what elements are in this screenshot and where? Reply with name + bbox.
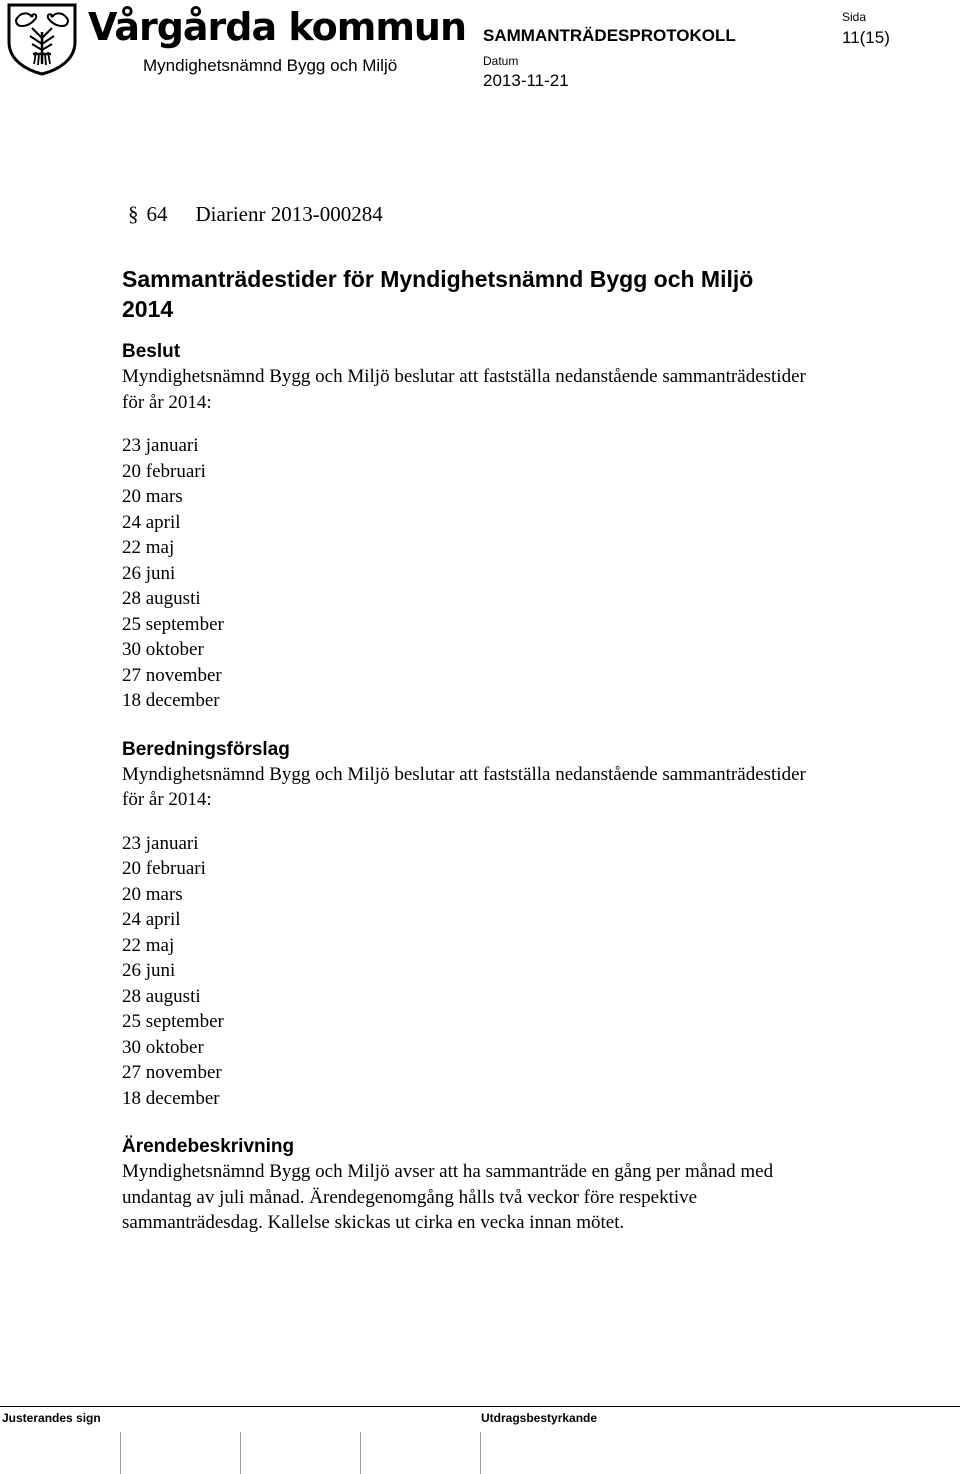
- signature-box: [360, 1432, 361, 1474]
- footer-divider: [0, 1406, 960, 1407]
- list-item: 20 mars: [122, 486, 183, 507]
- signature-box: [240, 1432, 241, 1474]
- diary-number: Diarienr 2013-000284: [195, 202, 383, 226]
- organization-unit: Myndighetsnämnd Bygg och Miljö: [143, 56, 398, 75]
- list-item: 27 november: [122, 664, 222, 686]
- list-item: 23 januari: [122, 435, 199, 456]
- list-item: 20 februari: [122, 858, 206, 879]
- document-title: Sammanträdestider för Myndighetsnämnd Bygg och Miljö 2014: [122, 266, 754, 322]
- description-heading: Ärendebeskrivning: [122, 1136, 295, 1157]
- coat-of-arms-logo: [6, 2, 78, 76]
- date-label: Datum: [483, 54, 519, 68]
- section-reference: [128, 200, 383, 228]
- proposal-heading: Beredningsförslag: [122, 738, 290, 760]
- signature-box: [480, 1432, 481, 1474]
- proposal-text: Myndighetsnämnd Bygg och Miljö beslutar att fastställa nedanstående sammanträdestider för år 2014:: [122, 763, 806, 810]
- description-text: Myndighetsnämnd Bygg och Miljö avser att ha sammanträde en gång per månad med undantag av juli månad. Ärendegenomgång hålls två veckor före respektive sammanträdesdag. Kallelse skickas ut cirka en vecka innan mötet.: [122, 1161, 774, 1233]
- page-label: Sida: [842, 10, 867, 24]
- list-item: 24 april: [122, 511, 181, 533]
- list-item: 27 november: [122, 1062, 222, 1083]
- section-symbol: §: [128, 202, 139, 226]
- list-item: 25 september: [122, 1011, 224, 1032]
- adjusters-sign-label: Justerandes sign: [2, 1411, 101, 1425]
- list-item: 24 april: [122, 909, 181, 930]
- list-item: 18 december: [122, 690, 220, 711]
- list-item: 30 oktober: [122, 639, 204, 660]
- list-item: 22 maj: [122, 537, 175, 558]
- list-item: 26 juni: [122, 960, 176, 981]
- list-item: 23 januari: [122, 832, 199, 854]
- section-number: 64: [146, 202, 168, 226]
- decision-text: Myndighetsnämnd Bygg och Miljö beslutar att fastställa nedanstående sammanträdestider för år 2014:: [122, 366, 806, 413]
- list-item: 20 februari: [122, 460, 206, 482]
- list-item: 20 mars: [122, 883, 183, 905]
- list-item: 25 september: [122, 613, 224, 635]
- list-item: 26 juni: [122, 562, 176, 584]
- list-item: 30 oktober: [122, 1036, 204, 1058]
- date-value: 2013-11-21: [483, 71, 569, 90]
- document-type: SAMMANTRÄDESPROTOKOLL: [483, 26, 736, 45]
- list-item: 22 maj: [122, 934, 175, 956]
- list-item: 18 december: [122, 1087, 220, 1109]
- decision-dates-list: [122, 433, 822, 714]
- document-body: [122, 264, 822, 1236]
- signature-box: [120, 1432, 121, 1474]
- list-item: 28 augusti: [122, 985, 201, 1007]
- decision-heading: Beslut: [122, 341, 181, 362]
- organization-name: Vårgårda kommun: [88, 5, 467, 49]
- proposal-dates-list: [122, 831, 822, 1112]
- list-item: 28 augusti: [122, 588, 201, 609]
- page-number: 11(15): [842, 28, 890, 47]
- coat-of-arms-icon: [6, 2, 78, 76]
- extract-certification-label: Utdragsbestyrkande: [481, 1411, 598, 1425]
